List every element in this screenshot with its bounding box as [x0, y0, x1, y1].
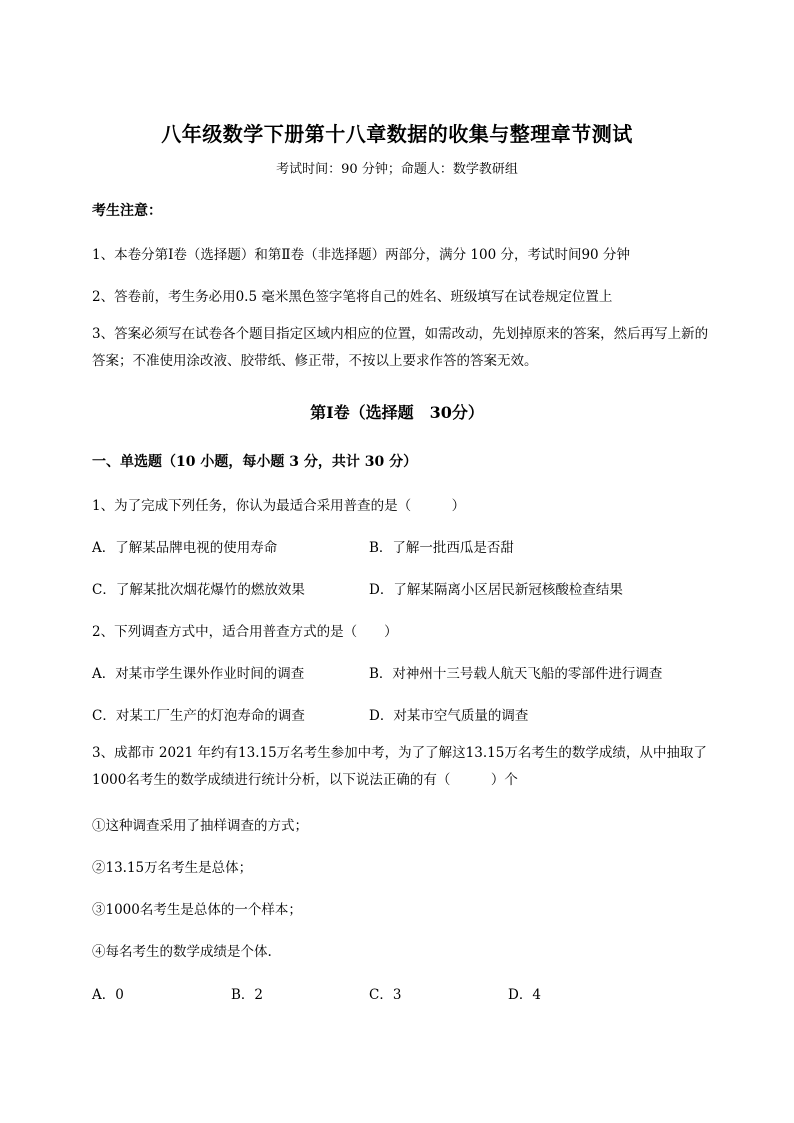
question-3-statement-2: ②13.15万名考生是总体； — [92, 860, 253, 876]
notice-heading: 考生注意： — [92, 203, 162, 219]
question-2-option-b: B．对神州十三号载人航天飞船的零部件进行调查 — [369, 666, 663, 682]
question-2-option-c: C．对某工厂生产的灯泡寿命的调查 — [92, 708, 305, 724]
notice-item-1: 1、本卷分第Ⅰ卷（选择题）和第Ⅱ卷（非选择题）两部分，满分 100 分，考试时间90 分钟 — [92, 247, 630, 263]
part-title: 一、单选题（10 小题，每小题 3 分，共计 30 分） — [92, 454, 418, 470]
question-2-option-d: D．对某市空气质量的调查 — [369, 708, 529, 724]
section-title: 第Ⅰ卷（选择题 30分） — [310, 403, 484, 422]
question-3-option-d: D．4 — [508, 987, 541, 1003]
question-3-statement-3: ③1000名考生是总体的一个样本； — [92, 902, 302, 918]
exam-title: 八年级数学下册第十八章数据的收集与整理章节测试 — [161, 122, 633, 146]
question-2-option-a: A．对某市学生课外作业时间的调查 — [92, 666, 305, 682]
question-1-option-a: A．了解某品牌电视的使用寿命 — [92, 540, 278, 556]
question-3-option-b: B．2 — [231, 987, 264, 1003]
question-2-stem: 2、下列调查方式中，适合用普查方式的是（ ） — [92, 624, 398, 640]
question-3-stem: 3、成都市 2021 年约有13.15万名考生参加中考，为了了解这13.15万名考生的数学成绩，从中抽取了 1000名考生的数学成绩进行统计分析，以下说法正确的有（ ）个 — [92, 745, 707, 788]
question-1-stem: 1、为了完成下列任务，你认为最适合采用普查的是（ ） — [92, 498, 466, 514]
question-1-option-c: C．了解某批次烟花爆竹的燃放效果 — [92, 582, 305, 598]
question-1-option-b: B．了解一批西瓜是否甜 — [369, 540, 514, 556]
question-3-option-a: A．0 — [92, 987, 124, 1003]
exam-subtitle: 考试时间：90 分钟；命题人：数学教研组 — [276, 162, 518, 177]
notice-item-2: 2、答卷前，考生务必用0.5 毫米黑色签字笔将自己的姓名、班级填写在试卷规定位置上 — [92, 289, 613, 305]
question-3-statement-1: ①这种调查采用了抽样调查的方式； — [92, 818, 308, 834]
question-1-option-d: D．了解某隔离小区居民新冠核酸检查结果 — [369, 582, 623, 598]
question-3-statement-4: ④每名考生的数学成绩是个体. — [92, 944, 272, 960]
notice-item-3: 3、答案必须写在试卷各个题目指定区域内相应的位置，如需改动，先划掉原来的答案，然后再写上新的答案；不准使用涂改液、胶带纸、修正带，不按以上要求作答的答案无效。 — [92, 326, 709, 369]
question-3-option-c: C．3 — [369, 987, 402, 1003]
